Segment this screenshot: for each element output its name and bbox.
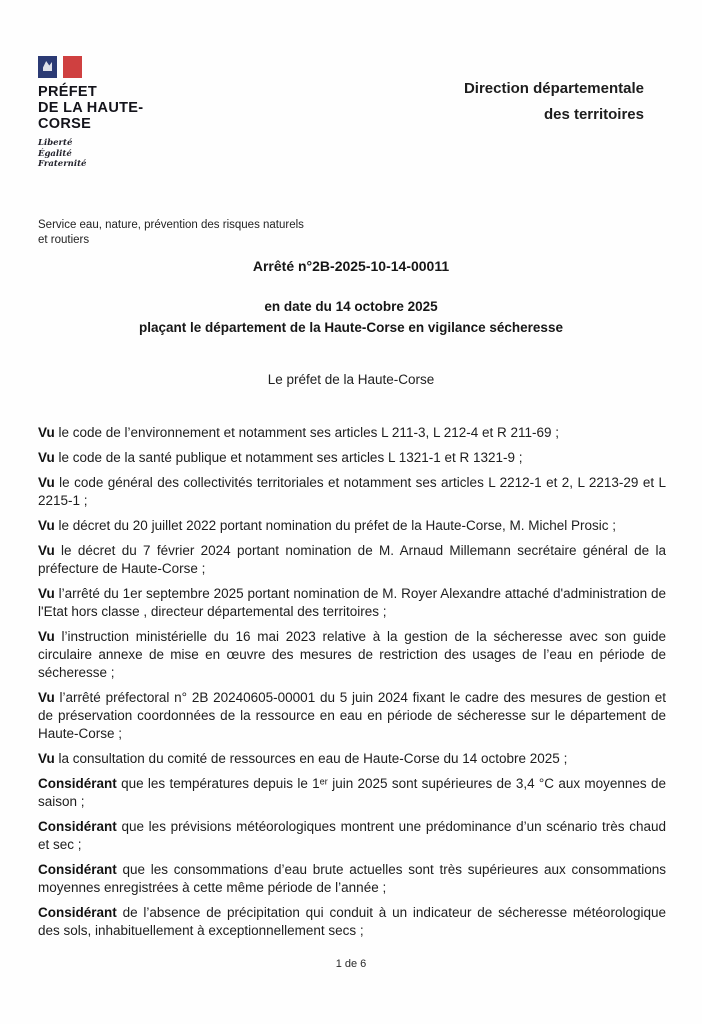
page-number: 1 de 6 <box>335 958 367 970</box>
direction-header <box>464 76 644 128</box>
paragraph-text: l’arrêté du 1er septembre 2025 portant nomination de M. Royer Alexandre attaché d'administration de l'Etat hors classe , directeur départemental des territoires ; <box>38 586 666 619</box>
body-paragraph <box>38 628 666 682</box>
body-paragraph <box>38 474 666 510</box>
paragraph-lead: Vu <box>38 425 55 440</box>
service-line: et routiers <box>38 234 90 246</box>
republic-motto <box>38 138 143 170</box>
paragraph-lead: Vu <box>38 629 55 644</box>
paragraph-text: la consultation du comité de ressources en eau de Haute-Corse du 14 octobre 2025 ; <box>54 751 568 766</box>
motto-line: Liberté <box>38 138 73 148</box>
prefecture-name-line: DE LA HAUTE- <box>38 100 144 116</box>
paragraph-text: que les prévisions météorologiques montrent une prédominance d’un scénario très chaud et sec ; <box>38 819 666 852</box>
motto-line: Fraternité <box>38 159 87 169</box>
service-name <box>38 218 304 248</box>
paragraph-text: le code de la santé publique et notamment ses articles L 1321-1 et R 1321-9 ; <box>54 450 523 465</box>
body-paragraph <box>38 585 666 621</box>
motto-line: Égalité <box>38 148 72 159</box>
paragraph-text: que les consommations d’eau brute actuelles sont très supérieures aux consommations moyennes enregistrées à cette même période de l’année ; <box>38 862 666 895</box>
prefecture-name <box>38 84 143 132</box>
paragraph-lead: Vu <box>38 690 55 705</box>
service-line: Service eau, nature, prévention des risques naturels <box>38 219 304 231</box>
prefecture-name-line: PRÉFET <box>38 84 97 100</box>
paragraph-text: de l’absence de précipitation qui conduit à un indicateur de sécheresse météorologique des sols, inhabituellement à exceptionnellement secs ; <box>38 905 666 938</box>
arrete-date: en date du 14 octobre 2025 <box>264 299 438 314</box>
paragraph-lead: Vu <box>38 518 55 533</box>
prefecture-name-line: CORSE <box>38 116 92 132</box>
paragraph-text: le décret du 7 février 2024 portant nomination de M. Arnaud Millemann secrétaire général de la préfecture de Haute-Corse ; <box>38 543 666 576</box>
paragraph-lead: Considérant <box>38 776 117 791</box>
paragraph-lead: Vu <box>38 543 55 558</box>
body-paragraph <box>38 542 666 578</box>
paragraph-lead: Vu <box>38 586 55 601</box>
paragraph-lead: Vu <box>38 450 55 465</box>
paragraph-lead: Considérant <box>38 819 117 834</box>
french-flag-icon <box>38 56 84 78</box>
body-paragraph <box>38 689 666 743</box>
body-paragraph <box>38 750 666 768</box>
paragraph-text: l’arrêté préfectoral n° 2B 20240605-00001 du 5 juin 2024 fixant le cadre des mesures de gestion et de préservation coordonnées de la ressource en eau en période de sécheresse sur le département de Haute-Corse ; <box>38 690 666 741</box>
body-paragraph <box>38 517 666 535</box>
arrete-subject: plaçant le département de la Haute-Corse en vigilance sécheresse <box>139 320 563 335</box>
paragraph-text: le décret du 20 juillet 2022 portant nomination du préfet de la Haute-Corse, M. Michel Prosic ; <box>54 518 617 533</box>
body-paragraph <box>38 775 666 811</box>
arrete-number: Arrêté n°2B-2025-10-14-00011 <box>252 258 450 274</box>
paragraph-text: le code de l’environnement et notamment ses articles L 211-3, L 212-4 et R 211-69 ; <box>54 425 560 440</box>
paragraph-text: le code général des collectivités territoriales et notamment ses articles L 2212-1 et 2, L 2213-29 et L 2215-1 ; <box>38 475 666 508</box>
paragraph-lead: Considérant <box>38 862 117 877</box>
body-paragraph <box>38 449 666 467</box>
body-paragraph <box>38 424 666 442</box>
arrete-issuer: Le préfet de la Haute-Corse <box>267 372 435 387</box>
body-paragraph <box>38 861 666 897</box>
paragraph-text: que les températures depuis le 1ᵉʳ juin 2025 sont supérieures de 3,4 °C aux moyennes de saison ; <box>38 776 666 809</box>
body-paragraph <box>38 904 666 940</box>
document-body <box>38 424 666 947</box>
paragraph-lead: Considérant <box>38 905 117 920</box>
paragraph-lead: Vu <box>38 751 55 766</box>
flag-blue <box>38 56 57 78</box>
body-paragraph <box>38 818 666 854</box>
paragraph-lead: Vu <box>38 475 55 490</box>
prefecture-logo <box>38 56 143 170</box>
direction-line: Direction départementale <box>463 80 644 97</box>
direction-line: des territoires <box>543 106 644 123</box>
flag-red <box>63 56 82 78</box>
paragraph-text: l’instruction ministérielle du 16 mai 2023 relative à la gestion de la sécheresse avec son guide circulaire annexe de mise en œuvre des mesures de restriction des usages de l’eau en période de sécheresse ; <box>38 629 666 680</box>
